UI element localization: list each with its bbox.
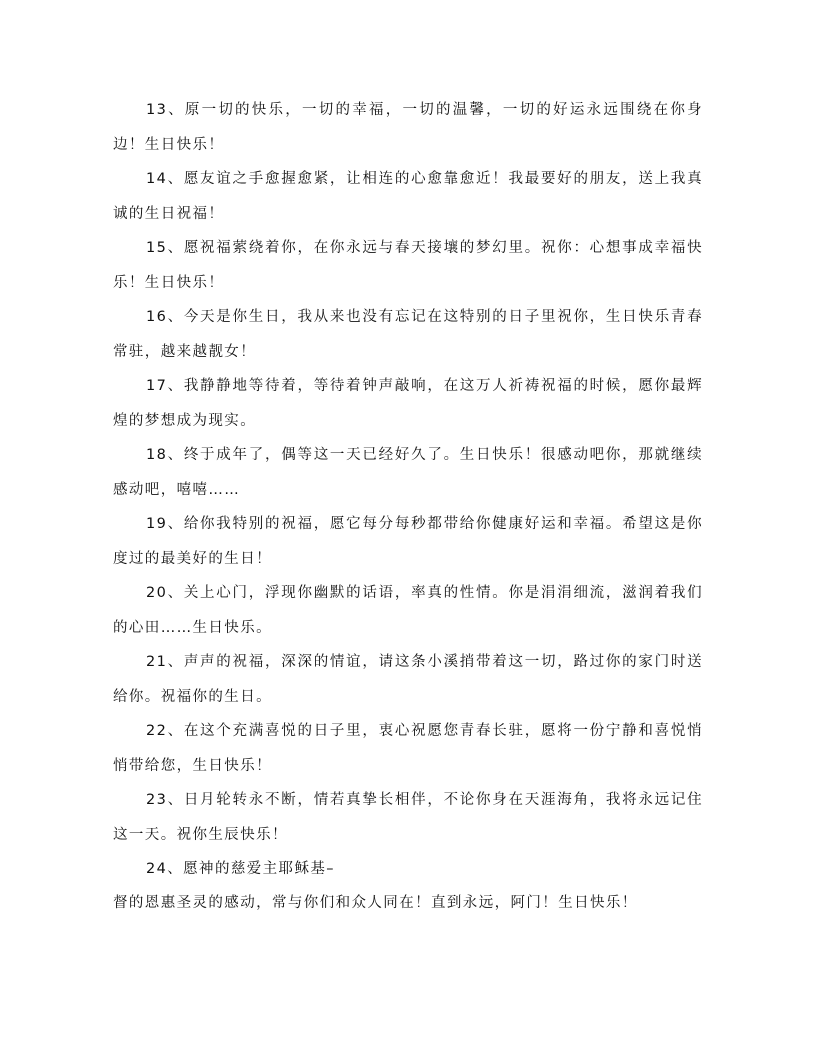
paragraph-16: 16、今天是你生日，我从来也没有忘记在这特别的日子里祝你，生日快乐青春常驻，越来越靓女！	[113, 309, 703, 360]
document-body	[113, 93, 703, 920]
paragraph-18: 18、终于成年了，偶等这一天已经好久了。生日快乐！很感动吧你，那就继续感动吧，嘻嘻……	[113, 447, 703, 498]
paragraph-13: 13、原一切的快乐，一切的幸福，一切的温馨，一切的好运永远围绕在你身边！生日快乐！	[113, 102, 703, 153]
paragraph-17: 17、我静静地等待着，等待着钟声敲响，在这万人祈祷祝福的时候，愿你最辉煌的梦想成为现实。	[113, 378, 703, 429]
paragraph-15: 15、愿祝福萦绕着你，在你永远与春天接壤的梦幻里。祝你：心想事成幸福快乐！生日快乐！	[113, 240, 703, 291]
paragraph-24-line-1: 24、愿神的慈爱主耶稣基–	[146, 861, 335, 877]
paragraph-14: 14、愿友谊之手愈握愈紧，让相连的心愈靠愈近！我最要好的朋友，送上我真诚的生日祝福！	[113, 171, 703, 222]
paragraph-21: 21、声声的祝福，深深的情谊，请这条小溪捎带着这一切，路过你的家门时送给你。祝福你的生日。	[113, 654, 703, 705]
paragraph-23: 23、日月轮转永不断，情若真挚长相伴，不论你身在天涯海角，我将永远记住这一天。祝你生辰快乐！	[113, 792, 703, 843]
paragraph-19: 19、给你我特别的祝福，愿它每分每秒都带给你健康好运和幸福。希望这是你度过的最美好的生日！	[113, 516, 703, 567]
paragraph-20: 20、关上心门，浮现你幽默的话语，率真的性情。你是涓涓细流，滋润着我们的心田……生日快乐。	[113, 585, 703, 636]
paragraph-24-line-2: 督的恩惠圣灵的感动，常与你们和众人同在！直到永远，阿门！生日快乐！	[113, 895, 638, 911]
paragraph-22: 22、在这个充满喜悦的日子里，衷心祝愿您青春长驻，愿将一份宁静和喜悦悄悄带给您，生日快乐！	[113, 723, 703, 774]
